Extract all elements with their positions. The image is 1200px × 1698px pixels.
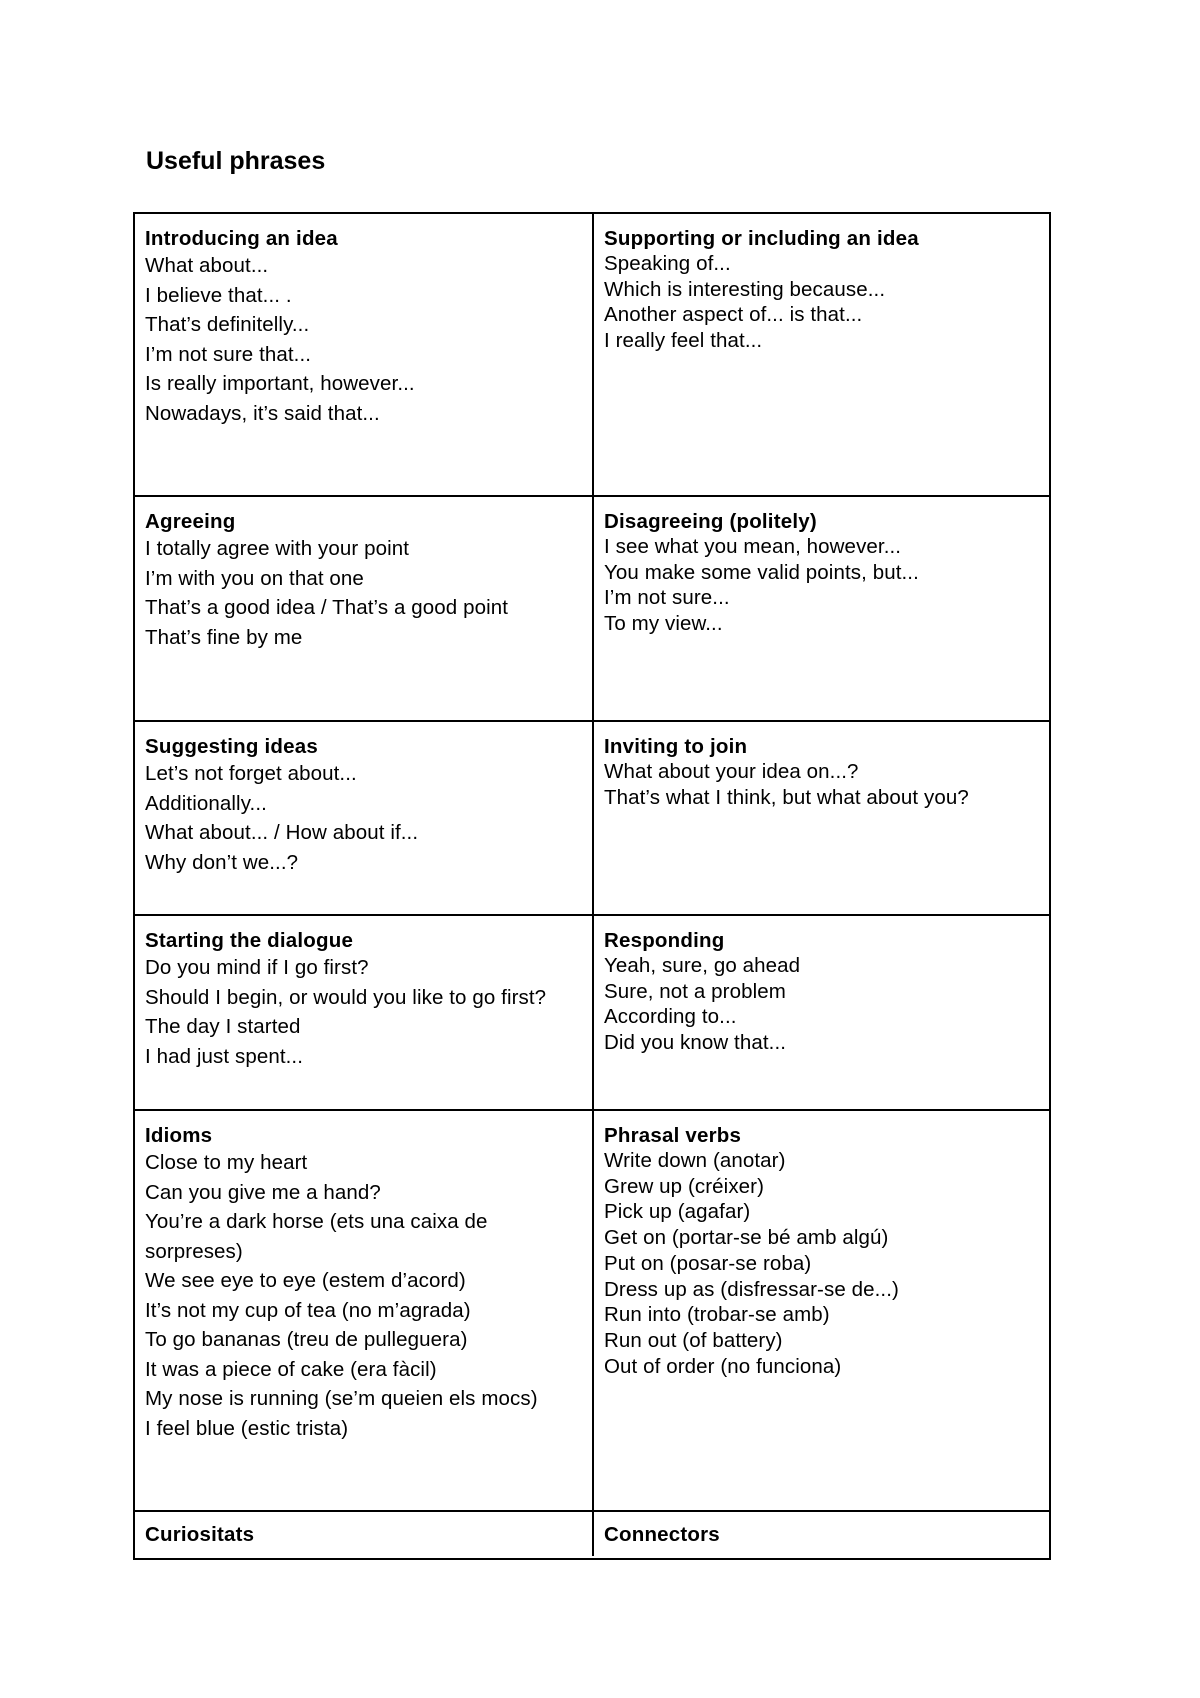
- cell-phrasal-verbs: [594, 1111, 1049, 1512]
- phrase-line: Run into (trobar-se amb): [604, 1303, 830, 1327]
- phrase-line: What about your idea on...?: [604, 760, 859, 783]
- cell-heading: Suggesting ideas: [145, 735, 318, 758]
- cell-curiositats: [135, 1512, 594, 1556]
- phrase-list: [145, 534, 582, 652]
- phrase-line: To my view...: [604, 612, 723, 636]
- phrase-list: [604, 1148, 1039, 1379]
- phrase-list: [604, 534, 1039, 637]
- phrase-list: [604, 953, 1039, 1056]
- phrase-list: [145, 759, 582, 877]
- cell-idioms: [135, 1111, 594, 1512]
- phrase-line: To go bananas (treu de pulleguera): [145, 1328, 468, 1351]
- phrase-line: Is really important, however...: [145, 372, 415, 395]
- phrase-line: I feel blue (estic trista): [145, 1416, 349, 1440]
- phrase-line: Do you mind if I go first?: [145, 956, 369, 979]
- phrases-table: [133, 212, 1051, 1560]
- cell-heading: Idioms: [145, 1124, 213, 1147]
- phrase-line: Should I begin, or would you like to go first?: [145, 985, 547, 1009]
- cell-suggesting-ideas: [135, 722, 594, 916]
- phrase-line: I’m not sure that...: [145, 342, 312, 366]
- cell-agreeing: [135, 497, 594, 722]
- phrase-line: I had just spent...: [145, 1044, 304, 1068]
- phrase-line: Get on (portar-se bé amb algú): [604, 1226, 889, 1250]
- phrase-line: I see what you mean, however...: [604, 535, 902, 558]
- cell-supporting-an-idea: [594, 214, 1049, 497]
- phrase-line: My nose is running (se’m queien els mocs): [145, 1387, 538, 1410]
- cell-heading: Disagreeing (politely): [604, 510, 817, 533]
- phrase-line: Can you give me a hand?: [145, 1180, 381, 1204]
- cell-heading: Inviting to join: [604, 735, 748, 758]
- phrase-list: [145, 1148, 582, 1443]
- phrase-line: Why don’t we...?: [145, 850, 299, 874]
- phrase-line: Put on (posar-se roba): [604, 1251, 812, 1275]
- phrase-line: I believe that... .: [145, 283, 292, 307]
- phrase-line: Out of order (no funciona): [604, 1354, 842, 1378]
- phrase-line: Additionally...: [145, 791, 267, 815]
- page-title: Useful phrases: [146, 147, 326, 175]
- cell-heading: Starting the dialogue: [145, 929, 354, 952]
- phrase-line: What about... / How about if...: [145, 821, 419, 844]
- phrase-line: I really feel that...: [604, 329, 763, 353]
- cell-responding: [594, 916, 1049, 1111]
- phrase-line: Another aspect of... is that...: [604, 303, 863, 327]
- phrase-line: That’s definitelly...: [145, 313, 310, 336]
- cell-connectors: [594, 1512, 1049, 1556]
- phrase-line: Pick up (agafar): [604, 1200, 751, 1224]
- phrase-line: It’s not my cup of tea (no m’agrada): [145, 1298, 471, 1322]
- phrase-line: Write down (anotar): [604, 1149, 786, 1172]
- phrase-line: The day I started: [145, 1015, 301, 1038]
- phrase-line: Close to my heart: [145, 1151, 308, 1174]
- cell-heading: Supporting or including an idea: [604, 227, 919, 250]
- phrase-line: We see eye to eye (estem d’acord): [145, 1269, 466, 1292]
- phrase-line: Yeah, sure, go ahead: [604, 954, 801, 977]
- phrase-line: Nowadays, it’s said that...: [145, 401, 380, 425]
- cell-heading: Connectors: [604, 1523, 720, 1546]
- phrase-line: I’m with you on that one: [145, 566, 364, 590]
- phrase-line: Which is interesting because...: [604, 277, 886, 301]
- cell-heading: Phrasal verbs: [604, 1124, 742, 1147]
- phrase-line: I totally agree with your point: [145, 537, 410, 560]
- cell-heading: Introducing an idea: [145, 227, 338, 250]
- phrase-line: You make some valid points, but...: [604, 560, 919, 584]
- cell-inviting-to-join: [594, 722, 1049, 916]
- phrase-line: It was a piece of cake (era fàcil): [145, 1357, 437, 1381]
- phrase-line: Did you know that...: [604, 1031, 787, 1055]
- phrase-line: That’s what I think, but what about you?: [604, 785, 969, 809]
- cell-heading: Responding: [604, 929, 725, 952]
- phrase-line: According to...: [604, 1005, 737, 1029]
- phrase-line: That’s fine by me: [145, 625, 303, 649]
- cell-starting-the-dialogue: [135, 916, 594, 1111]
- phrase-line: Sure, not a problem: [604, 979, 786, 1003]
- cell-heading: Agreeing: [145, 510, 236, 533]
- phrase-line: What about...: [145, 254, 269, 277]
- phrase-line: Let’s not forget about...: [145, 762, 357, 785]
- phrase-list: [604, 251, 1039, 354]
- phrase-line: You’re a dark horse (ets una caixa de: [145, 1210, 488, 1233]
- phrase-line: That’s a good idea / That’s a good point: [145, 596, 509, 619]
- phrase-line: sorpreses): [145, 1239, 243, 1263]
- cell-disagreeing-politely: [594, 497, 1049, 722]
- phrase-line: Run out (of battery): [604, 1328, 783, 1352]
- phrase-list: [145, 953, 582, 1071]
- phrase-line: Speaking of...: [604, 252, 731, 275]
- cell-introducing-an-idea: [135, 214, 594, 497]
- phrase-list: [604, 759, 1039, 810]
- cell-heading: Curiositats: [145, 1523, 255, 1546]
- phrase-line: Grew up (créixer): [604, 1174, 765, 1198]
- phrase-line: I’m not sure...: [604, 586, 730, 610]
- phrase-list: [145, 251, 582, 428]
- phrase-line: Dress up as (disfressar-se de...): [604, 1277, 899, 1301]
